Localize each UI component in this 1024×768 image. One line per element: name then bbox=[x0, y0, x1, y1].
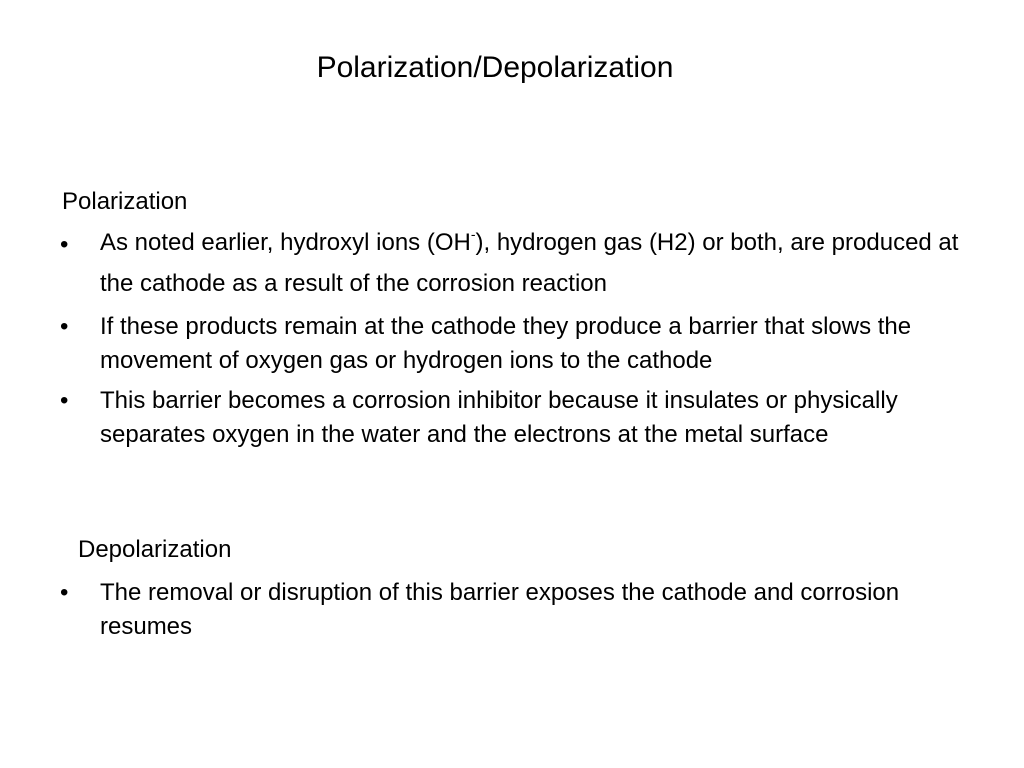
bullet-text-part: ), hydrogen gas (H2) or both, are produced at the cathode as a result of the corrosion reaction bbox=[100, 229, 959, 297]
polarization-bullet-2-text: If these products remain at the cathode they produce a barrier that slows the movement of oxygen gas or hydrogen ions to the cathode bbox=[100, 313, 912, 374]
polarization-bullet-1 bbox=[60, 228, 970, 310]
superscript-minus: - bbox=[470, 226, 476, 242]
polarization-bullet-1-text bbox=[100, 222, 970, 304]
bullet-dot-icon: • bbox=[60, 579, 69, 606]
bullet-dot-icon: • bbox=[60, 313, 69, 340]
polarization-bullet-3 bbox=[60, 384, 970, 488]
depolarization-heading: Depolarization bbox=[78, 536, 232, 563]
slide-title: Polarization/Depolarization bbox=[316, 51, 674, 84]
polarization-heading: Polarization bbox=[62, 188, 188, 215]
polarization-bullet-2 bbox=[60, 310, 970, 380]
depolarization-bullet-1-text: The removal or disruption of this barrier exposes the cathode and corrosion resumes bbox=[100, 579, 900, 640]
depolarization-bullet-1 bbox=[60, 576, 970, 646]
bullet-dot-icon: • bbox=[60, 387, 69, 414]
bullet-text-part: As noted earlier, hydroxyl ions (OH bbox=[100, 229, 471, 256]
bullet-dot-icon: • bbox=[60, 231, 69, 258]
polarization-bullet-3-text: This barrier becomes a corrosion inhibitor because it insulates or physically separates oxygen in the water and the electrons at the metal surface bbox=[100, 387, 898, 448]
